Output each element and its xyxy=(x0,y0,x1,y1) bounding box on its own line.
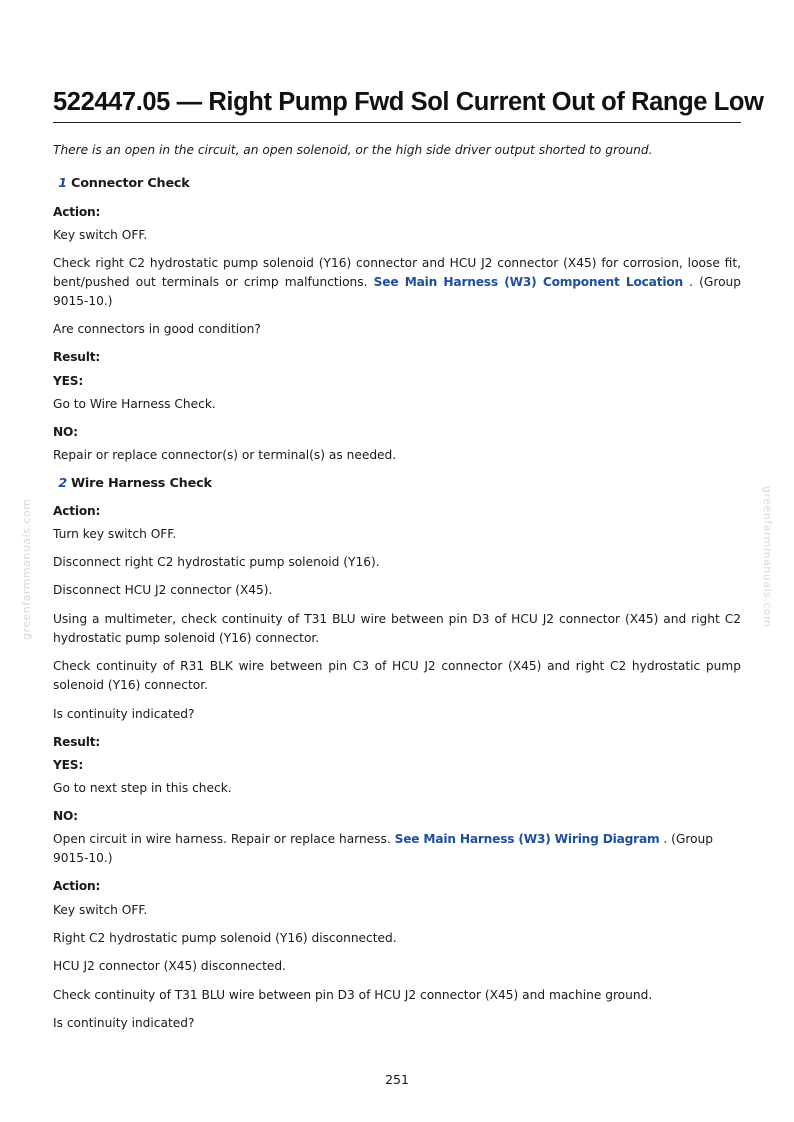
step-2-no-text xyxy=(53,830,741,868)
title-rule xyxy=(53,122,741,123)
step-2-action-label: Action: xyxy=(53,504,101,518)
step-2-no-after: . (Group 9015-10.) xyxy=(53,832,713,865)
step-2-action-4: Using a multimeter, check continuity of T31 BLU wire between pin D3 of HCU J2 connector (X45) and right C2 hydrostatic pump solenoid (Y16) connector. xyxy=(53,612,741,645)
step-2-action-2: Disconnect right C2 hydrostatic pump solenoid (Y16). xyxy=(53,555,380,569)
step-2-action2-label: Action: xyxy=(53,879,101,893)
watermark-right: greenfarmmanuals.com xyxy=(761,486,774,628)
step-2-b4: Check continuity of T31 BLU wire between pin D3 of HCU J2 connector (X45) and machine ground. xyxy=(53,988,653,1002)
component-location-link[interactable]: See Main Harness (W3) Component Location xyxy=(373,275,683,289)
step-1-result-label: Result: xyxy=(53,350,101,364)
step-1-no-label: NO: xyxy=(53,425,78,439)
step-2-no-label: NO: xyxy=(53,809,78,823)
step-1-action-2 xyxy=(53,254,741,311)
step-2-action-5: Check continuity of R31 BLK wire between pin C3 of HCU J2 connector (X45) and right C2 hydrostatic pump solenoid (Y16) connector. xyxy=(53,659,741,692)
step-2-number: 2 xyxy=(58,476,67,491)
step-2-heading xyxy=(53,474,741,493)
page-title: 522447.05 — Right Pump Fwd Sol Current Out of Range Low xyxy=(53,88,764,116)
step-1-yes-text: Go to Wire Harness Check. xyxy=(53,397,216,411)
page-number: 251 xyxy=(385,1072,409,1087)
watermark-left: greenfarmmanuals.com xyxy=(20,498,33,640)
step-2-b3: HCU J2 connector (X45) disconnected. xyxy=(53,959,287,973)
step-1-no-text: Repair or replace connector(s) or terminal(s) as needed. xyxy=(53,448,397,462)
step-2-b2: Right C2 hydrostatic pump solenoid (Y16) disconnected. xyxy=(53,931,397,945)
step-2-action-3: Disconnect HCU J2 connector (X45). xyxy=(53,583,273,597)
step-1-action-2-text: Check right C2 hydrostatic pump solenoid (Y16) connector and HCU J2 connector (X45) for corrosion, loose fit, bent/pushed out terminals or crimp malfunctions. xyxy=(53,256,741,289)
step-2-action-1: Turn key switch OFF. xyxy=(53,527,177,541)
step-1-title: Connector Check xyxy=(71,176,190,191)
intro-text: There is an open in the circuit, an open solenoid, or the high side driver output shorted to ground. xyxy=(53,143,653,157)
step-2-b5: Is continuity indicated? xyxy=(53,1016,195,1030)
step-1-number: 1 xyxy=(58,176,67,191)
step-2-title: Wire Harness Check xyxy=(71,476,212,491)
step-1-yes-label: YES: xyxy=(53,374,84,388)
step-2-question: Is continuity indicated? xyxy=(53,707,195,721)
step-2-result-label: Result: xyxy=(53,735,101,749)
step-1-action-2-after: . (Group 9015-10.) xyxy=(53,275,741,308)
step-2-b1: Key switch OFF. xyxy=(53,903,148,917)
step-2-no-text-main: Open circuit in wire harness. Repair or replace harness. xyxy=(53,832,391,846)
step-2-yes-label: YES: xyxy=(53,758,84,772)
step-1-question: Are connectors in good condition? xyxy=(53,322,261,336)
wiring-diagram-link[interactable]: See Main Harness (W3) Wiring Diagram xyxy=(394,832,660,846)
step-2-yes-text: Go to next step in this check. xyxy=(53,781,232,795)
step-1-heading xyxy=(53,174,741,193)
step-1-action-label: Action: xyxy=(53,205,101,219)
step-1-action-1: Key switch OFF. xyxy=(53,228,148,242)
